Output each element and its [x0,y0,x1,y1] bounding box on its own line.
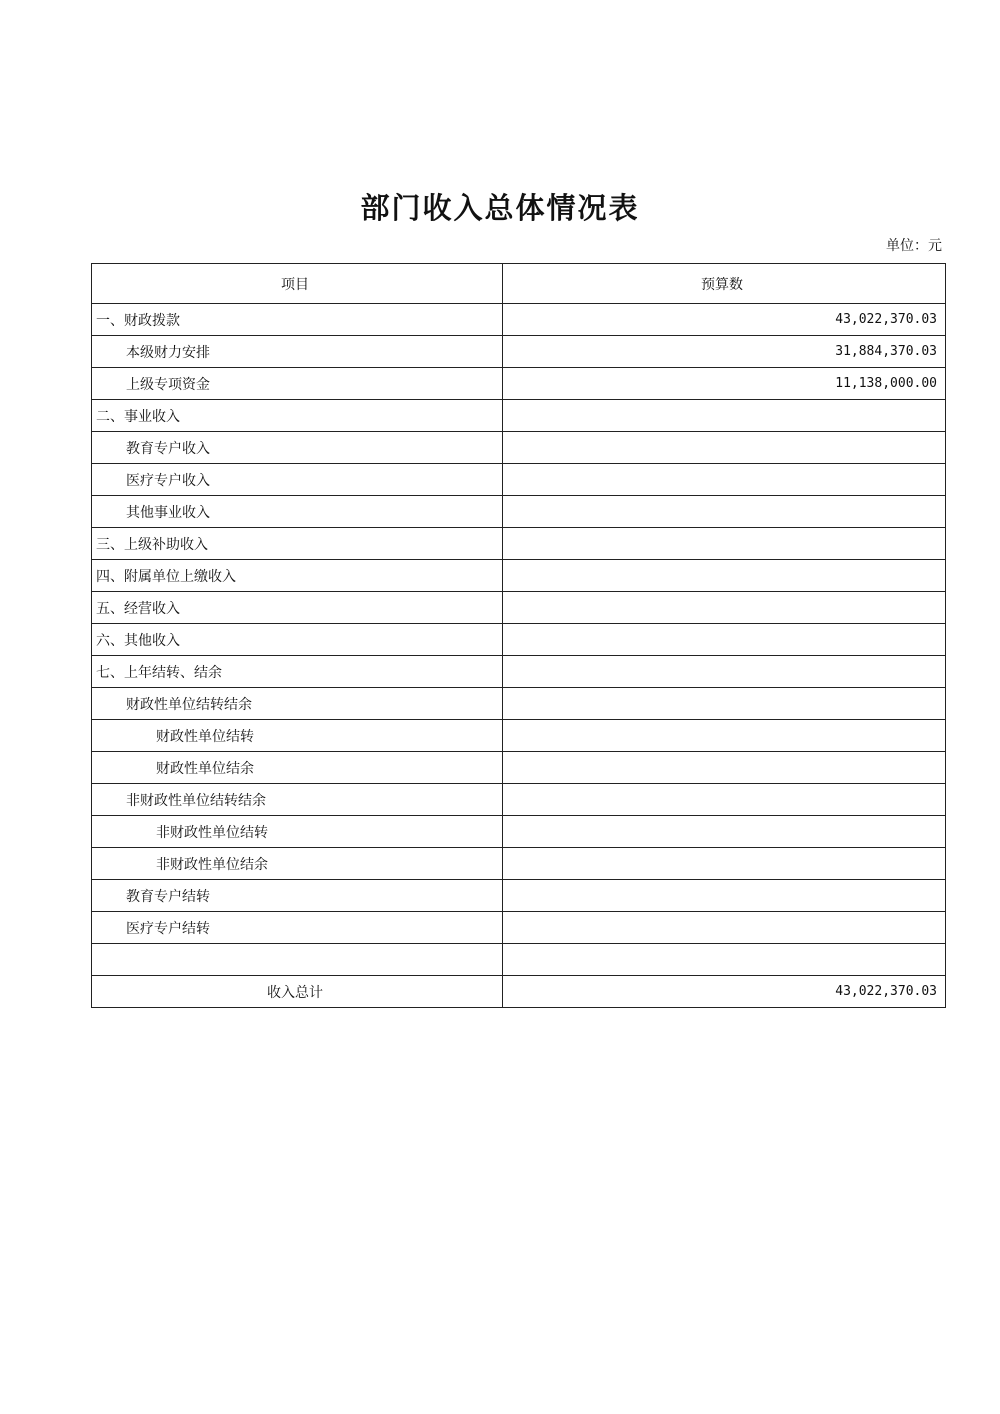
row-item: 教育专户结转 [92,880,503,912]
table-row [92,880,946,912]
row-amount [503,720,946,752]
table-row [92,848,946,880]
table-row [92,688,946,720]
row-amount [503,816,946,848]
column-header-item: 项目 [92,264,503,304]
row-amount [503,752,946,784]
table-row [92,368,946,400]
row-amount [503,912,946,944]
row-amount: 43,022,370.03 [503,304,946,336]
row-amount [503,400,946,432]
table-row [92,560,946,592]
row-item: 五、经营收入 [92,592,503,624]
row-item: 财政性单位结转 [92,720,503,752]
row-amount [503,880,946,912]
total-label: 收入总计 [92,976,503,1008]
table-row [92,624,946,656]
row-item: 七、上年结转、结余 [92,656,503,688]
table-row [92,592,946,624]
row-item: 六、其他收入 [92,624,503,656]
table-row [92,912,946,944]
table-row [92,304,946,336]
row-item: 非财政性单位结转结余 [92,784,503,816]
row-item: 一、财政拨款 [92,304,503,336]
income-summary-table [91,263,946,1008]
row-item: 四、附属单位上缴收入 [92,560,503,592]
row-amount [503,432,946,464]
row-item: 其他事业收入 [92,496,503,528]
table-row [92,816,946,848]
table-total-row [92,976,946,1008]
row-amount [503,784,946,816]
row-amount [503,528,946,560]
row-item: 三、上级补助收入 [92,528,503,560]
row-item: 医疗专户收入 [92,464,503,496]
total-amount: 43,022,370.03 [503,976,946,1008]
row-item: 财政性单位结转结余 [92,688,503,720]
row-item: 教育专户收入 [92,432,503,464]
row-item: 非财政性单位结余 [92,848,503,880]
row-amount [503,944,946,976]
table-row [92,656,946,688]
table-row [92,784,946,816]
table-row [92,528,946,560]
row-item: 财政性单位结余 [92,752,503,784]
table-row [92,720,946,752]
table-header-row [92,264,946,304]
row-amount [503,560,946,592]
row-amount [503,592,946,624]
row-amount [503,624,946,656]
row-amount [503,496,946,528]
table-row-empty [92,944,946,976]
table-row [92,496,946,528]
row-amount: 11,138,000.00 [503,368,946,400]
row-amount [503,688,946,720]
row-item: 上级专项资金 [92,368,503,400]
row-item: 本级财力安排 [92,336,503,368]
row-item [92,944,503,976]
row-item: 医疗专户结转 [92,912,503,944]
table-row [92,752,946,784]
column-header-amount: 预算数 [503,264,946,304]
row-amount [503,848,946,880]
page-title: 部门收入总体情况表 [360,191,640,225]
row-amount: 31,884,370.03 [503,336,946,368]
row-item: 非财政性单位结转 [92,816,503,848]
table-row [92,400,946,432]
row-amount [503,464,946,496]
table-row [92,336,946,368]
row-item: 二、事业收入 [92,400,503,432]
table-row [92,432,946,464]
table-row [92,464,946,496]
row-amount [503,656,946,688]
unit-label: 单位：元 [886,238,942,254]
